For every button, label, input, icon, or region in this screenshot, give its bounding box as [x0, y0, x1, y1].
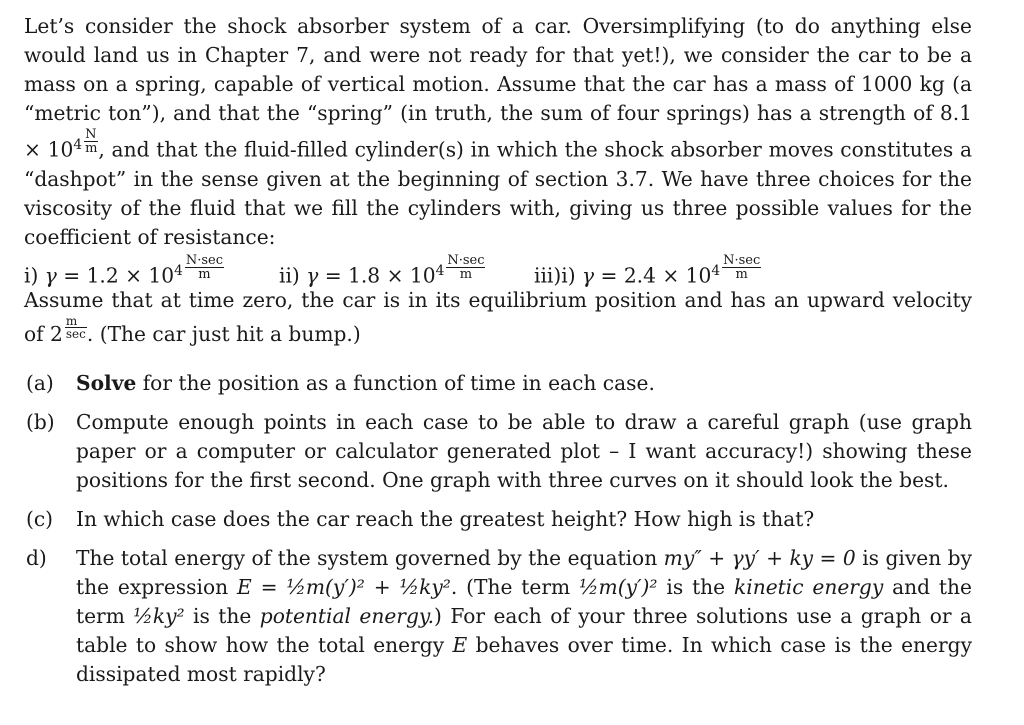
ode-equation: my″ + γy′ + ky = 0	[663, 545, 856, 570]
unit-numerator: N·sec	[447, 252, 485, 268]
exponent: 4	[711, 262, 721, 279]
gamma-symbol: γ	[582, 263, 595, 288]
unit-numerator: N·sec	[723, 252, 761, 268]
unit-numerator: N·sec	[185, 252, 224, 268]
kinetic-label: kinetic energy	[734, 574, 884, 599]
exponent: 4	[435, 262, 445, 279]
item-text: Compute enough points in each case to be able to draw a careful graph (use graph paper or a computer or calculator generated plot – I want accuracy!) showing these positions for the first second. One graph with three curves on it should look the best.	[76, 409, 972, 492]
item-text: is the	[657, 574, 734, 599]
intro-text-1: Let’s consider the shock absorber system of a car. Oversimplifying (to do anything else would land us in Chapter 7, and were not ready for that yet!), we consider the car to be a mass on a spring, capable of vertical motion. Assume that the car has a mass of 1000 kg (a “metric ton”), and that the “spring” (in truth, the sum of four springs) has a strength of 8.1 × 10	[24, 14, 972, 162]
question-c	[24, 505, 972, 534]
assumption-text-2: . (The car just hit a bump.)	[86, 321, 361, 346]
case-i	[24, 254, 224, 291]
unit-denominator: m	[198, 266, 211, 282]
unit-fraction	[185, 254, 224, 281]
item-text: is given by the expression	[76, 545, 972, 599]
case-value: = 2.4 × 10	[594, 263, 712, 288]
potential-term: ½ky²	[133, 603, 185, 628]
item-text: ) For each of your three solutions use a graph or a table to show how the total energy	[76, 603, 972, 657]
question-d	[24, 544, 972, 689]
question-b	[24, 408, 972, 495]
unit-fraction	[722, 254, 761, 281]
bold-keyword: Solve	[76, 370, 137, 395]
case-label: iii)i)	[534, 263, 582, 288]
item-marker: d)	[26, 545, 47, 570]
item-text: is the	[184, 603, 260, 628]
assumption-text-1: Assume that at time zero, the car is in its equilibrium position and has an upward velocity of 2	[24, 287, 972, 346]
gamma-symbol: γ	[44, 263, 57, 288]
unit-fraction	[446, 254, 485, 281]
assumption-paragraph	[24, 286, 972, 349]
item-text: behaves over time. In which case is the energy dissipated most rapidly?	[76, 632, 972, 686]
case-label: ii)	[279, 263, 307, 288]
item-marker: (b)	[26, 409, 55, 434]
case-iii	[534, 254, 761, 291]
item-text: The total energy of the system governed by the equation	[76, 545, 664, 570]
case-value: = 1.8 × 10	[318, 263, 436, 288]
question-list	[24, 369, 972, 689]
unit-fraction	[84, 128, 98, 155]
question-a	[24, 369, 972, 398]
unit-denominator: m	[735, 266, 748, 282]
exponent: 4	[174, 262, 183, 279]
item-text: for the position as a function of time in each case.	[136, 370, 655, 395]
intro-paragraph	[24, 12, 972, 252]
unit-denominator: m	[85, 141, 98, 156]
item-text: . (The term	[450, 574, 579, 599]
potential-label: potential energy.	[259, 603, 435, 628]
energy-expression: E = ½m(y′)² + ½ky²	[236, 574, 451, 599]
item-marker: (c)	[26, 506, 54, 531]
energy-variable: E	[452, 632, 468, 657]
item-text: In which case does the car reach the greatest height? How high is that?	[76, 506, 815, 531]
case-ii	[279, 254, 485, 291]
case-label: i)	[24, 263, 45, 288]
item-marker: (a)	[26, 370, 54, 395]
unit-numerator: N	[85, 127, 97, 142]
unit-numerator: m	[65, 315, 87, 328]
item-text: and the term	[76, 574, 972, 628]
unit-denominator: m	[459, 266, 473, 282]
case-value: = 1.2 × 10	[56, 263, 175, 288]
exponent: 4	[73, 136, 83, 153]
unit-fraction	[65, 315, 87, 340]
gamma-cases	[24, 252, 972, 288]
gamma-symbol: γ	[306, 263, 319, 288]
kinetic-term: ½m(y′)²	[578, 574, 658, 599]
intro-text-2: , and that the fluid-filled cylinder(s) in which the shock absorber moves constitutes a “dashpot” in the sense given at the beginning of section 3.7. We have three choices for the viscosity of the fluid that we fill the cylinders with, giving us three possible values for the coefficient of resistance:	[24, 137, 972, 249]
problem-text	[24, 12, 972, 699]
unit-denominator: sec	[65, 326, 86, 341]
